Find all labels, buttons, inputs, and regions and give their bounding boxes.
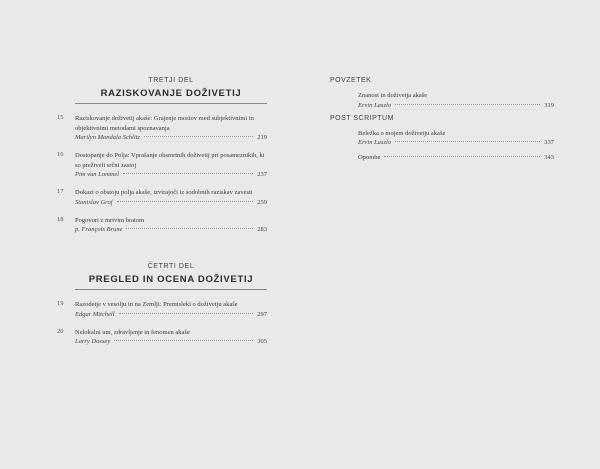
dot-leader xyxy=(395,141,540,142)
dot-leader xyxy=(144,136,253,137)
page-number: 219 xyxy=(257,134,267,141)
part3-title: RAZISKOVANJE DOŽIVETIJ xyxy=(75,88,267,104)
toc-entry[interactable] xyxy=(57,328,267,346)
chapter-number: 16 xyxy=(57,151,64,158)
dot-leader xyxy=(123,173,253,174)
chapter-author: Pim van Lommel xyxy=(75,171,120,178)
chapter-title: Dostopanje do Polja: Vprašanje obsmrtnih doživetij pri posameznikih, ki so preživeli srčni zastoj xyxy=(75,152,265,169)
chapter-author: Ervin Laszlo xyxy=(358,101,392,109)
dot-leader xyxy=(384,156,540,157)
chapter-title: Pogovori z mrtvim bratom xyxy=(75,216,145,224)
toc-left-column xyxy=(57,77,267,345)
chapter-number: 15 xyxy=(57,114,64,121)
part3-label: TRETJI DEL xyxy=(148,77,194,84)
page-number: 259 xyxy=(257,198,267,206)
chapter-author: Stanislav Grof xyxy=(75,198,113,206)
post-scriptum-heading: POST SCRIPTUM xyxy=(330,114,394,122)
chapter-author: Edgar Mitchell xyxy=(75,310,115,318)
toc-right-column xyxy=(330,77,554,161)
part4-title: PREGLED IN OCENA DOŽIVETIJ xyxy=(75,274,267,290)
chapter-number: 19 xyxy=(57,300,64,307)
page-number: 297 xyxy=(257,310,267,318)
dot-leader xyxy=(117,201,254,202)
chapter-number: 18 xyxy=(57,215,64,223)
chapter-author: p. François Brune xyxy=(75,226,123,233)
chapter-title: Dokazi o obstoju polja akaše, izvirajoči iz sodobnih raziskav zavesti xyxy=(75,189,253,196)
chapter-title: Znanost in doživetja akaše xyxy=(358,92,428,99)
page-number: 237 xyxy=(257,171,267,178)
toc-entry[interactable] xyxy=(330,129,554,147)
dot-leader xyxy=(126,228,253,229)
page-number: 343 xyxy=(544,154,554,161)
chapter-number: 20 xyxy=(57,327,64,335)
dot-leader xyxy=(395,104,540,105)
part4-label: ČETRTI DEL xyxy=(147,263,195,270)
page-number: 319 xyxy=(544,101,554,109)
page-number: 305 xyxy=(257,338,267,345)
toc-entry[interactable] xyxy=(330,91,554,109)
chapter-title: Opombe xyxy=(358,154,381,161)
chapter-title: Beležka o mojem doživetju akaše xyxy=(358,129,446,137)
page-number: 337 xyxy=(544,139,554,146)
toc-entry[interactable] xyxy=(57,300,267,318)
chapter-number: 17 xyxy=(57,188,64,195)
toc-entry[interactable] xyxy=(57,216,267,234)
dot-leader xyxy=(114,340,253,341)
chapter-author: Marilyn Mandala Schlitz xyxy=(75,134,140,141)
chapter-author: Larry Dossey xyxy=(75,338,111,345)
povzetek-heading: POVZETEK xyxy=(330,77,372,84)
toc-entry[interactable] xyxy=(57,188,267,206)
toc-entry[interactable] xyxy=(57,114,267,141)
toc-entry[interactable] xyxy=(330,154,554,161)
page-number: 283 xyxy=(257,226,267,233)
chapter-title: Razodetje v vesolju in na Zemlji: Premisleki o doživetju akaše xyxy=(75,301,238,308)
dot-leader xyxy=(119,313,254,314)
chapter-author: Ervin Laszlo xyxy=(358,139,392,146)
toc-entry[interactable] xyxy=(57,151,267,178)
chapter-title: Raziskovanje doživetij akaše: Grajenje mostov med subjektivnimi in objektivnimi metodami spoznavanja xyxy=(75,115,254,132)
chapter-title: Nelokalni um, zdravljenje in fenomen akaše xyxy=(75,328,190,336)
